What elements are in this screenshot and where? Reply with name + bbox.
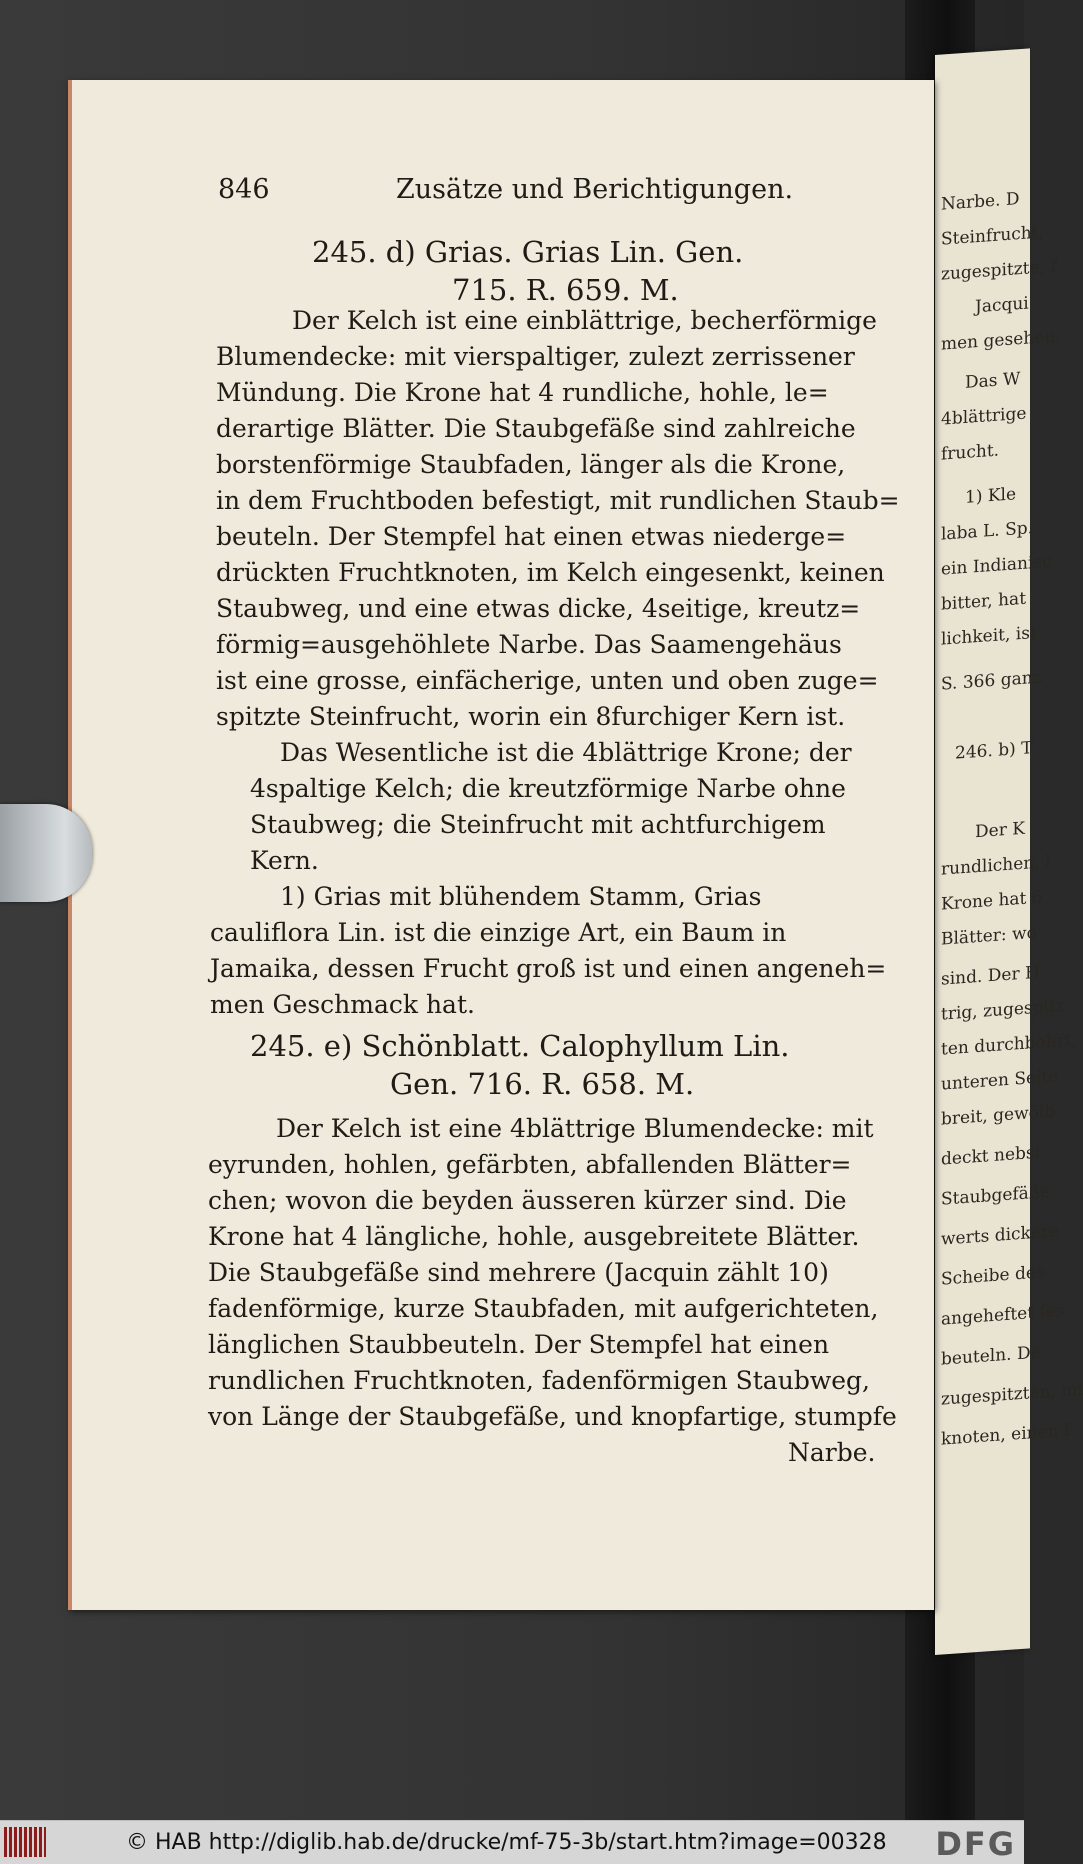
next-page-line: Das W — [965, 369, 1021, 393]
next-page-line: beuteln. De — [941, 1342, 1041, 1370]
dfg-logo: DFG — [935, 1825, 1016, 1863]
text-line: cauliflora Lin. ist die einzige Art, ein Baum in — [210, 918, 787, 947]
text-line: Das Wesentliche ist die 4blättrige Krone; der — [280, 738, 852, 767]
next-page-line: frucht. — [941, 440, 1000, 465]
text-line: Mündung. Die Krone hat 4 rundliche, hohle, le= — [216, 378, 829, 407]
next-page-line: angeheftet fes — [941, 1300, 1065, 1330]
next-page-line: zugespitzte, f — [941, 256, 1057, 285]
section-heading: 245. e) Schönblatt. Calophyllum Lin. — [250, 1029, 790, 1063]
text-line: spitzte Steinfrucht, worin ein 8furchiger Kern ist. — [216, 702, 846, 731]
next-page-line: men gesehen. — [941, 326, 1061, 355]
next-page-line: Krone hat 6 — [941, 887, 1043, 915]
text-line: Staubweg, und eine etwas dicke, 4seitige, kreutz= — [216, 594, 861, 623]
next-page-line: Jacqui — [975, 293, 1029, 318]
text-line: Der Kelch ist eine einblättrige, becherförmige — [292, 306, 877, 335]
text-line: Staubweg; die Steinfrucht mit achtfurchigem — [250, 810, 826, 839]
next-page-line: 1) Kle — [965, 484, 1017, 508]
next-page-line: rundlichen, l — [941, 851, 1051, 880]
text-line: derartige Blätter. Die Staubgefäße sind zahlreiche — [216, 414, 856, 443]
next-page-line: 246. b) T — [955, 738, 1033, 764]
text-line: rundlichen Fruchtknoten, fadenförmigen Staubweg, — [208, 1366, 870, 1395]
next-page-line: S. 366 ganz — [941, 667, 1042, 695]
next-page-edge — [935, 48, 1083, 1655]
text-line: Der Kelch ist eine 4blättrige Blumendecke: mit — [276, 1114, 874, 1143]
text-line: von Länge der Staubgefäße, und knopfartige, stumpfe — [208, 1402, 897, 1431]
footer-source-link[interactable]: © HAB http://diglib.hab.de/drucke/mf-75-3b/start.htm?image=00328 — [126, 1830, 887, 1855]
text-line: men Geschmack hat. — [210, 990, 475, 1019]
text-line: 4spaltige Kelch; die kreutzförmige Narbe ohne — [250, 774, 846, 803]
section-heading: 715. R. 659. M. — [452, 273, 679, 307]
next-page-line: trig, zugespitz — [941, 995, 1065, 1025]
next-page-line: knoten, einen f — [941, 1420, 1071, 1450]
next-page-line: lichkeit, ist — [941, 622, 1037, 650]
text-line: borstenförmige Staubfaden, länger als die Krone, — [216, 450, 846, 479]
next-page-line: Staubgefäße — [941, 1181, 1051, 1210]
text-line: Die Staubgefäße sind mehrere (Jacquin zählt 10) — [208, 1258, 829, 1287]
text-line: beuteln. Der Stempfel hat einen etwas niederge= — [216, 522, 847, 551]
text-line: Narbe. — [788, 1438, 876, 1467]
text-line: länglichen Staubbeuteln. Der Stempfel hat einen — [208, 1330, 830, 1359]
footer-bar — [0, 1820, 1024, 1864]
text-line: Blumendecke: mit vierspaltiger, zulezt zerrissener — [216, 342, 855, 371]
next-page-line: Blätter: wo — [941, 922, 1037, 950]
next-page-line: Scheibe des — [941, 1262, 1045, 1290]
next-page-line: zugespitzten, mi — [941, 1379, 1083, 1410]
text-line: Jamaika, dessen Frucht groß ist und einen angeneh= — [210, 954, 887, 983]
text-line: förmig=ausgehöhlete Narbe. Das Saamengehäus — [216, 630, 842, 659]
text-line: eyrunden, hohlen, gefärbten, abfallenden Blätter= — [208, 1150, 852, 1179]
next-page-line: bitter, hat — [941, 588, 1027, 615]
text-line: 1) Grias mit blühendem Stamm, Grias — [280, 882, 762, 911]
next-page-line: ein Indianisc — [941, 551, 1052, 580]
next-page-line: ten durchbohrt, — [941, 1030, 1078, 1060]
barcode-icon — [4, 1827, 46, 1857]
text-line: ist eine grosse, einfächerige, unten und oben zuge= — [216, 666, 879, 695]
next-page-line: 4blättrige — [941, 403, 1027, 430]
next-page-line: werts dickere — [941, 1221, 1060, 1250]
section-heading: Gen. 716. R. 658. M. — [390, 1067, 695, 1101]
text-line: in dem Fruchtboden befestigt, mit rundlichen Staub= — [216, 486, 900, 515]
page-tab-handle[interactable] — [0, 804, 92, 902]
text-line: fadenförmige, kurze Staubfaden, mit aufgerichteten, — [208, 1294, 879, 1323]
text-line: chen; wovon die beyden äusseren kürzer sind. Die — [208, 1186, 847, 1215]
next-page-line: Der K — [975, 818, 1025, 843]
text-line: Kern. — [250, 846, 319, 875]
text-line: drückten Fruchtknoten, im Kelch eingesenkt, keinen — [216, 558, 885, 587]
running-head: Zusätze und Berichtigungen. — [396, 174, 794, 205]
next-page-line: Narbe. D — [941, 189, 1020, 215]
page-number: 846 — [218, 174, 270, 205]
next-page-line: unteren Seite — [941, 1066, 1059, 1095]
section-heading: 245. d) Grias. Grias Lin. Gen. — [312, 235, 744, 269]
next-page-line: sind. Der H — [941, 962, 1040, 990]
next-page-line: Steinfrucht, — [941, 222, 1044, 250]
next-page-line: deckt nebst — [941, 1142, 1042, 1170]
next-page-line: laba L. Sp. — [941, 518, 1034, 545]
text-line: Krone hat 4 längliche, hohle, ausgebreitete Blätter. — [208, 1222, 860, 1251]
next-page-line: breit, gewölb — [941, 1101, 1056, 1130]
